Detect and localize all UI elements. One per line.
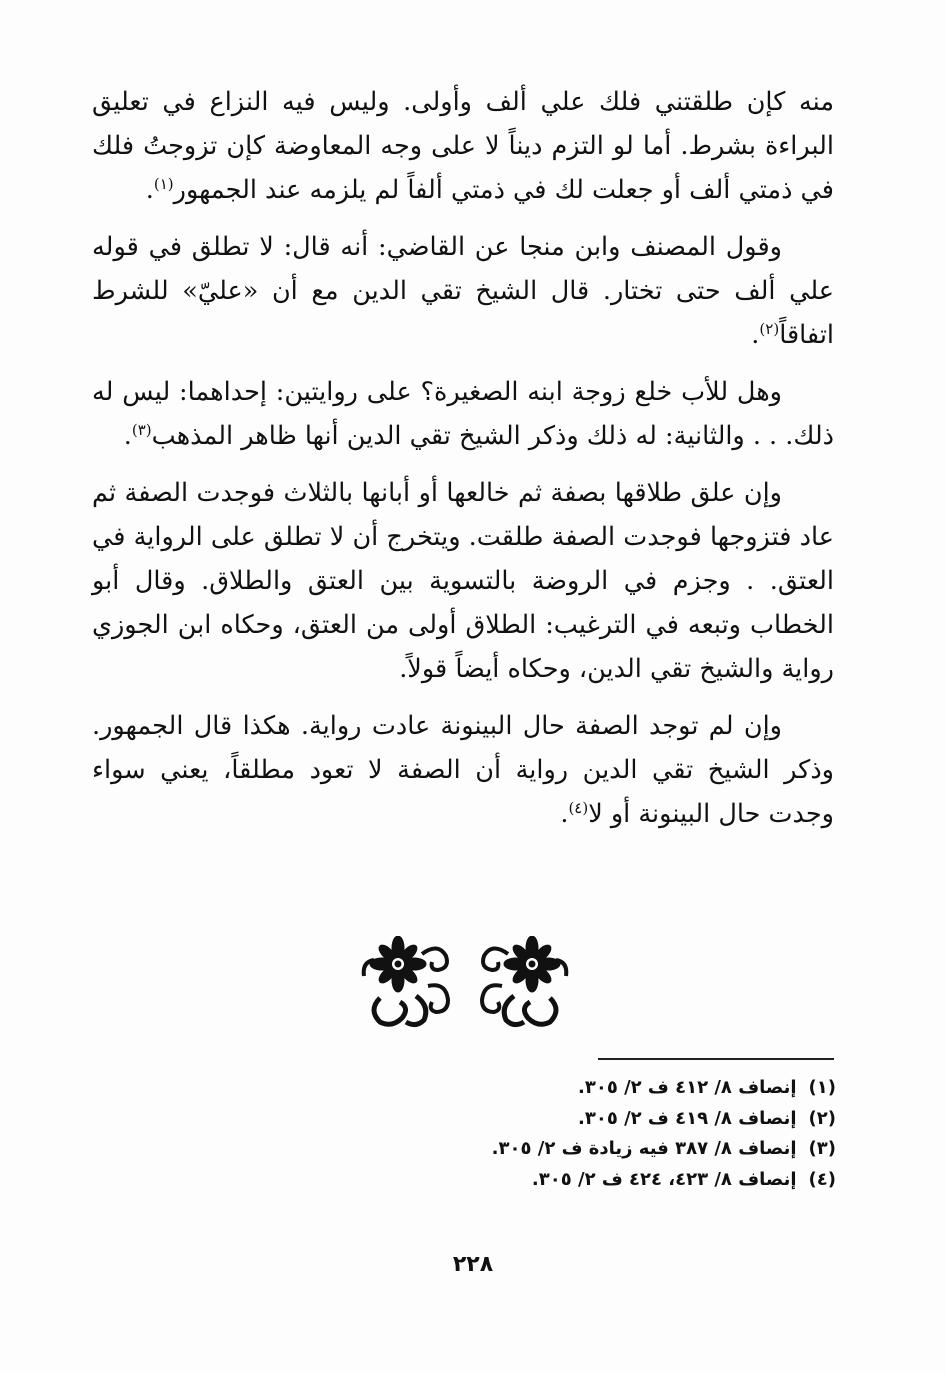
paragraph-2-end: . — [751, 320, 760, 350]
paragraph-5-end: . — [560, 799, 569, 829]
floral-ornament-icon — [360, 936, 570, 1028]
paragraph-4 — [92, 471, 834, 691]
paragraph-3-end: . — [123, 421, 132, 451]
footnote-ref-2: (٢) — [759, 320, 780, 338]
footnote-text: إنصاف ٨/ ٤٢٣، ٤٢٤ ف ٢/ ٣٠٥. — [531, 1168, 797, 1190]
footnotes — [400, 1073, 836, 1195]
footnote-separator — [598, 1058, 834, 1060]
footnote-1 — [400, 1073, 836, 1104]
paragraph-5-text: وإن لم توجد الصفة حال البينونة عادت رواية. هكذا قال الجمهور. وذكر الشيخ تقي الدين رواية أن الصفة لا تعود مطلقاً، يعني سواء وجدت حال البينونة أو لا — [92, 711, 834, 829]
footnote-text: إنصاف ٨/ ٤١٩ ف ٢/ ٣٠٥. — [578, 1107, 797, 1129]
footnote-number: (٤) — [808, 1168, 836, 1190]
footnote-text: إنصاف ٨/ ٣٨٧ فيه زيادة ف ٢/ ٣٠٥. — [491, 1138, 797, 1159]
footnote-number: (٢) — [808, 1107, 836, 1129]
paragraph-2 — [92, 225, 834, 357]
paragraph-2-text: وقول المصنف وابن منجا عن القاضي: أنه قال: لا تطلق في قوله علي ألف حتى تختار. قال الشيخ تقي الدين مع أن «عليّ» للشرط اتفاقاً — [92, 232, 834, 350]
footnote-text: إنصاف ٨/ ٤١٢ ف ٢/ ٣٠٥. — [578, 1077, 797, 1098]
paragraph-4-text: وإن علق طلاقها بصفة ثم خالعها أو أبانها بالثلاث فوجدت الصفة ثم عاد فتزوجها فوجدت الصفة طلقت. ويتخرج أن لا تطلق على الرواية في العتق. . وجزم في الروضة بالتسوية بين العتق والطلاق. وقال أبو الخطاب وتبعه في الترغيب: الطلاق أولى من العتق، وحكاه ابن الجوزي رواية والشيخ تقي الدين، وحكاه أيضاً قولاً. — [92, 478, 835, 684]
footnote-ref-4: (٤) — [568, 799, 589, 817]
footnote-number: (٣) — [808, 1138, 836, 1159]
paragraph-1 — [92, 80, 834, 212]
page-number: ٢٢٨ — [452, 1252, 494, 1277]
paragraph-5 — [92, 704, 834, 836]
footnote-ref-1: (١) — [153, 175, 174, 193]
paragraph-1-text: منه كإن طلقتني فلك علي ألف وأولى. وليس فيه النزاع في تعليق البراءة بشرط. أما لو التزم ديناً لا على وجه المعاوضة كإن تزوجتُ فلك في ذمتي ألف أو جعلت لك في ذمتي ألفاً لم يلزمه عند الجمهور — [92, 87, 834, 205]
footnote-4 — [400, 1165, 836, 1196]
paragraph-3 — [92, 370, 834, 458]
paragraph-1-end: . — [145, 175, 154, 205]
main-text — [92, 80, 834, 849]
footnote-2 — [400, 1104, 836, 1135]
footnote-3 — [400, 1134, 836, 1165]
footnote-number: (١) — [808, 1077, 836, 1098]
footnote-ref-3: (٣) — [131, 421, 152, 439]
paragraph-3-text: وهل للأب خلع زوجة ابنه الصغيرة؟ على روايتين: إحداهما: ليس له ذلك. . . والثانية: له ذلك وذكر الشيخ تقي الدين أنها ظاهر المذهب — [92, 377, 834, 451]
